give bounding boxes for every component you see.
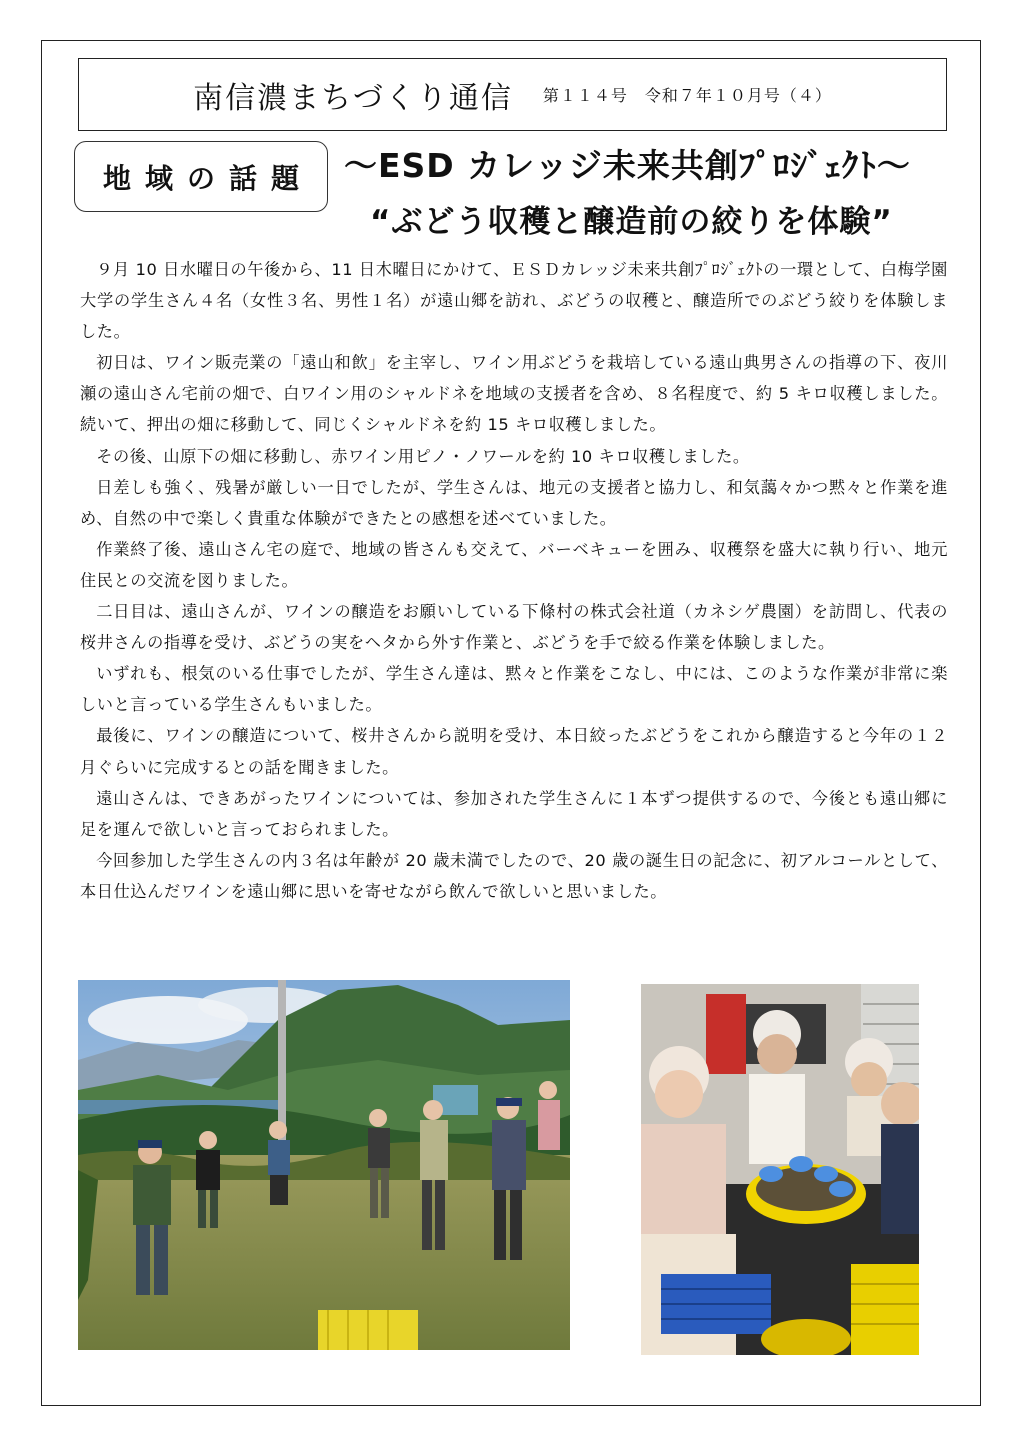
paragraph: 初日は、ワイン販売業の「遠山和飲」を主宰し、ワイン用ぶどうを栽培している遠山典男さんの指導の下、夜川瀬の遠山さん宅前の畑で、白ワイン用のシャルドネを地域の支援者を含め、８名程度で、約 5 キロ収穫しました。続いて、押出の畑に移動して、同じくシャルドネを約 15 キロ収穫しました。 (80, 353, 948, 435)
paragraph: 今回参加した学生さんの内３名は年齢が 20 歳未満でしたので、20 歳の誕生日の記念に、初アルコールとして、本日仕込んだワインを遠山郷に思いを寄せながら飲んで欲しいと思いました。 (80, 850, 948, 901)
article-body (80, 254, 948, 907)
issue-info: 第１１４号 令和７年１０月号（４） (542, 86, 832, 105)
topic-badge: 地域の話題 (74, 141, 328, 212)
headline-subtitle: “ぶどう収穫と醸造前の絞りを体験” (370, 204, 893, 240)
paragraph: 最後に、ワインの醸造について、桜井さんから説明を受け、本日絞ったぶどうをこれから醸造すると今年の１２月ぐらいに完成するとの話を聞きました。 (80, 726, 948, 777)
paragraph: ９月 10 日水曜日の午後から、11 日木曜日にかけて、ＥＳＤカレッジ未来共創ﾌﾟﾛｼﾞｪｸﾄの一環として、白梅学園大学の学生さん４名（女性３名、男性１名）が遠山郷を訪れ、ぶどうの収穫と、醸造所でのぶどう絞りを体験しました。 (80, 260, 948, 342)
paragraph: 二日目は、遠山さんが、ワインの醸造をお願いしている下條村の株式会社道（カネシゲ農園）を訪問し、代表の桜井さんの指導を受け、ぶどうの実をヘタから外す作業と、ぶどうを手で絞る作業を体験しました。 (80, 602, 948, 653)
paragraph: その後、山原下の畑に移動し、赤ワイン用ピノ・ノワールを約 10 キロ収穫しました。 (96, 446, 750, 466)
paragraph: 遠山さんは、できあがったワインについては、参加された学生さんに１本ずつ提供するので、今後とも遠山郷に足を運んで欲しいと言っておられました。 (80, 788, 948, 839)
photo-grape-squeezing (641, 984, 919, 1355)
paragraph: 日差しも強く、残暑が厳しい一日でしたが、学生さんは、地元の支援者と協力し、和気藹々かつ黙々と作業を進め、自然の中で楽しく貴重な体験ができたとの感想を述べていました。 (80, 477, 948, 528)
headline-project: ～ESD カレッジ未来共創ﾌﾟﾛｼﾞｪｸﾄ～ (344, 146, 911, 185)
newsletter-header (78, 58, 947, 131)
paragraph: 作業終了後、遠山さん宅の庭で、地域の皆さんも交えて、バーベキューを囲み、収穫祭を盛大に執り行い、地元住民との交流を図りました。 (80, 539, 948, 590)
newsletter-title: 南信濃まちづくり通信 (193, 80, 513, 116)
photo-vineyard-harvest (78, 980, 570, 1350)
paragraph: いずれも、根気のいる仕事でしたが、学生さん達は、黙々と作業をこなし、中には、このような作業が非常に楽しいと言っている学生さんもいました。 (80, 664, 948, 715)
